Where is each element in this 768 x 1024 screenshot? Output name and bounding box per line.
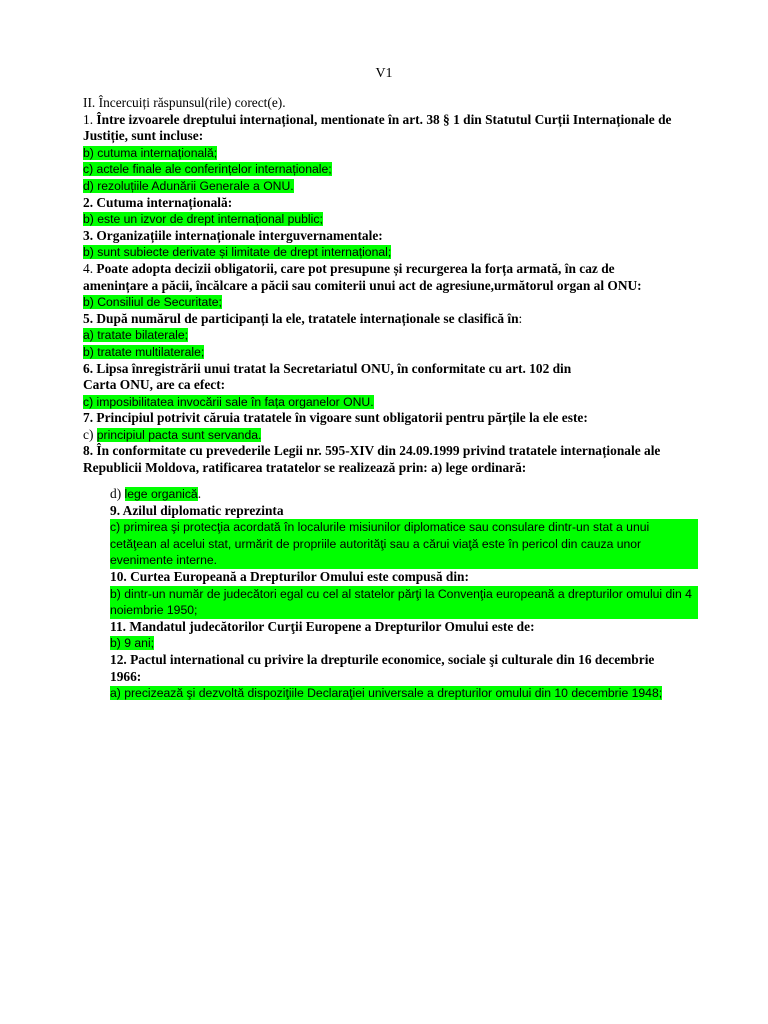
question-9: 9. Azilul diplomatic reprezinta <box>110 502 284 518</box>
question-7: 7. Principiul potrivit căruia tratatele în vigoare sunt obligatorii pentru părțile la ele este: <box>83 410 588 426</box>
question-6-cont: Carta ONU, are ca efect: <box>83 377 226 393</box>
answer-highlight: a) precizează şi dezvoltă dispoziţiile Declaraţiei universale a drepturilor omului din 10 decembrie 1948; <box>110 686 663 701</box>
question-12-cont: 1966: <box>110 668 142 684</box>
question-11: 11. Mandatul judecătorilor Curţii Europene a Drepturilor Omului este de: <box>110 618 535 634</box>
answer-highlight: c) primirea şi protecţia acordată în localurile misiunilor diplomatice sau consulare dintr-un stat a unui cetăţean al acelui stat, urmărit de propriile autorităţi sau a cărui viaţă este în pericol din cauza unor evenimente interne. <box>110 519 698 569</box>
question-3: 3. Organizațiile internaționale interguvernamentale: <box>83 227 383 243</box>
answer-highlight: b) Consiliul de Securitate; <box>83 295 222 310</box>
answer-highlight: b) dintr-un număr de judecători egal cu cel al statelor părţi la Convenţia europeană a drepturilor omului din 4 noiembrie 1950; <box>110 586 698 619</box>
answer-prefix: d) <box>110 486 125 501</box>
answer-prefix: c) <box>83 426 97 442</box>
question-text: amenințare a păcii, încălcare a păcii sau comiterii unui act de agresiune,următorul organ al ONU: <box>83 277 642 293</box>
question-8-cont: Republicii Moldova, ratificarea tratatelor se realizează prin: a) lege ordinară: <box>83 460 527 476</box>
answer-highlight: lege organică <box>124 487 198 501</box>
question-text: Poate adopta decizii obligatorii, care pot presupune și recurgerea la forța armată, în caz de <box>96 260 615 276</box>
question-5 <box>83 311 713 328</box>
answer-highlight: c) actele finale ale conferințelor internaționale; <box>83 162 332 177</box>
question-8: 8. În conformitate cu prevederile Legii nr. 595-XIV din 24.09.1999 privind tratatele internaționale ale <box>83 443 661 459</box>
answer-suffix: . <box>197 486 202 501</box>
instructions: II. Încercuiți răspunsul(rile) corect(e). <box>83 95 286 110</box>
question-6: 6. Lipsa înregistrării unui tratat la Secretariatul ONU, în conformitate cu art. 102 din <box>83 360 572 376</box>
question-text: 5. După numărul de participanți la ele, tratatele internaționale se clasifică în <box>83 310 519 326</box>
question-number: 1. <box>83 111 94 127</box>
answer-highlight: b) cutuma internațională; <box>83 145 218 160</box>
question-number: 4. <box>83 260 94 276</box>
questions-block-2 <box>110 486 710 702</box>
question-2: 2. Cutuma internațională: <box>83 194 233 210</box>
page-title: V1 <box>375 66 393 81</box>
answer-highlight: b) 9 ani; <box>110 636 155 651</box>
answer-highlight: b) tratate multilaterale; <box>83 344 205 359</box>
answer-highlight: c) imposibilitatea invocării sale în fața organelor ONU. <box>83 394 374 409</box>
question-4 <box>83 261 713 278</box>
question-10: 10. Curtea Europeană a Drepturilor Omului este compusă din: <box>110 568 469 584</box>
question-1 <box>83 112 713 145</box>
question-12: 12. Pactul international cu privire la drepturile economice, sociale şi culturale din 16 decembrie <box>110 651 655 667</box>
answer-highlight: b) este un izvor de drept internațional public; <box>83 212 323 227</box>
answer-highlight: a) tratate bilaterale; <box>83 328 189 343</box>
question-text: Între izvoarele dreptului internațional, mentionate în art. 38 § 1 din Statutul Curții Internaționale de Justiție, sunt incluse: <box>83 111 672 144</box>
answer-highlight: d) rezoluțiile Adunării Generale a ONU. <box>83 178 294 193</box>
question-colon: : <box>518 310 523 326</box>
questions-block-1 <box>83 95 713 477</box>
answer-highlight: principiul pacta sunt servanda. <box>96 427 262 442</box>
answer-highlight: b) sunt subiecte derivate și limitate de drept internațional; <box>83 245 392 260</box>
